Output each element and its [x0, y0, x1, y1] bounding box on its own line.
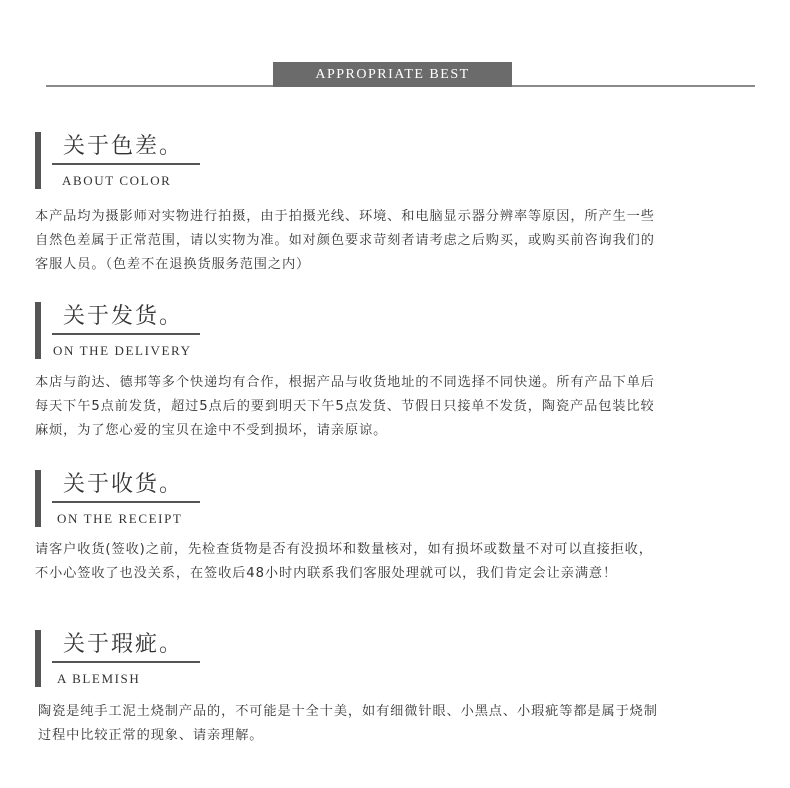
section-subtitle: ON THE DELIVERY: [53, 343, 192, 358]
section-accent-bar: [35, 132, 41, 189]
section-accent-bar: [35, 302, 41, 359]
section-title-underline: [52, 501, 200, 503]
section-subtitle: ABOUT COLOR: [62, 173, 172, 188]
body-line: 本店与韵达、德邦等多个快递均有合作，根据产品与收货地址的不同选择不同快递。所有产品下单后: [35, 375, 655, 390]
body-line: 本产品均为摄影师对实物进行拍摄，由于拍摄光线、环境、和电脑显示器分辨率等原因，所产生一些: [35, 209, 655, 224]
body-line: 不小心签收了也没关系，在签收后48小时内联系我们客服处理就可以，我们肯定会让亲满意！: [35, 566, 618, 581]
section-title-underline: [52, 333, 200, 335]
section-body: [38, 700, 758, 748]
section-subtitle: ON THE RECEIPT: [57, 511, 183, 526]
section-accent-bar: [35, 470, 41, 527]
body-line: 自然色差属于正常范围，请以实物为准。如对颜色要求苛刻者请考虑之后购买，或购买前咨询我们的: [35, 233, 655, 248]
section-title: 关于瑕疵。: [63, 632, 184, 657]
section-accent-bar: [35, 630, 41, 687]
section-body: [35, 538, 755, 586]
header-banner: APPROPRIATE BEST: [273, 62, 512, 87]
body-line: 陶瓷是纯手工泥土烧制产品的，不可能是十全十美，如有细微针眼、小黑点、小瑕疵等都是属于烧制: [38, 704, 658, 719]
section-title-underline: [52, 661, 200, 663]
body-line: 麻烦，为了您心爱的宝贝在途中不受到损坏，请亲原谅。: [35, 423, 388, 438]
section-title: 关于收货。: [63, 472, 184, 497]
body-line: 客服人员。（色差不在退换货服务范围之内）: [35, 257, 311, 272]
section-body: [35, 205, 755, 277]
section-subtitle: A BLEMISH: [57, 671, 141, 686]
section-title: 关于色差。: [63, 134, 184, 159]
section-title: 关于发货。: [63, 304, 184, 329]
body-line: 过程中比较正常的现象、请亲理解。: [38, 728, 264, 743]
section-title-underline: [52, 163, 200, 165]
section-body: [35, 371, 755, 443]
body-line: 请客户收货(签收)之前，先检查货物是否有没损坏和数量核对，如有损坏或数量不对可以直接拒收，: [35, 542, 653, 557]
body-line: 每天下午5点前发货，超过5点后的要到明天下午5点发货、节假日只接单不发货，陶瓷产品包装比较: [35, 399, 655, 414]
